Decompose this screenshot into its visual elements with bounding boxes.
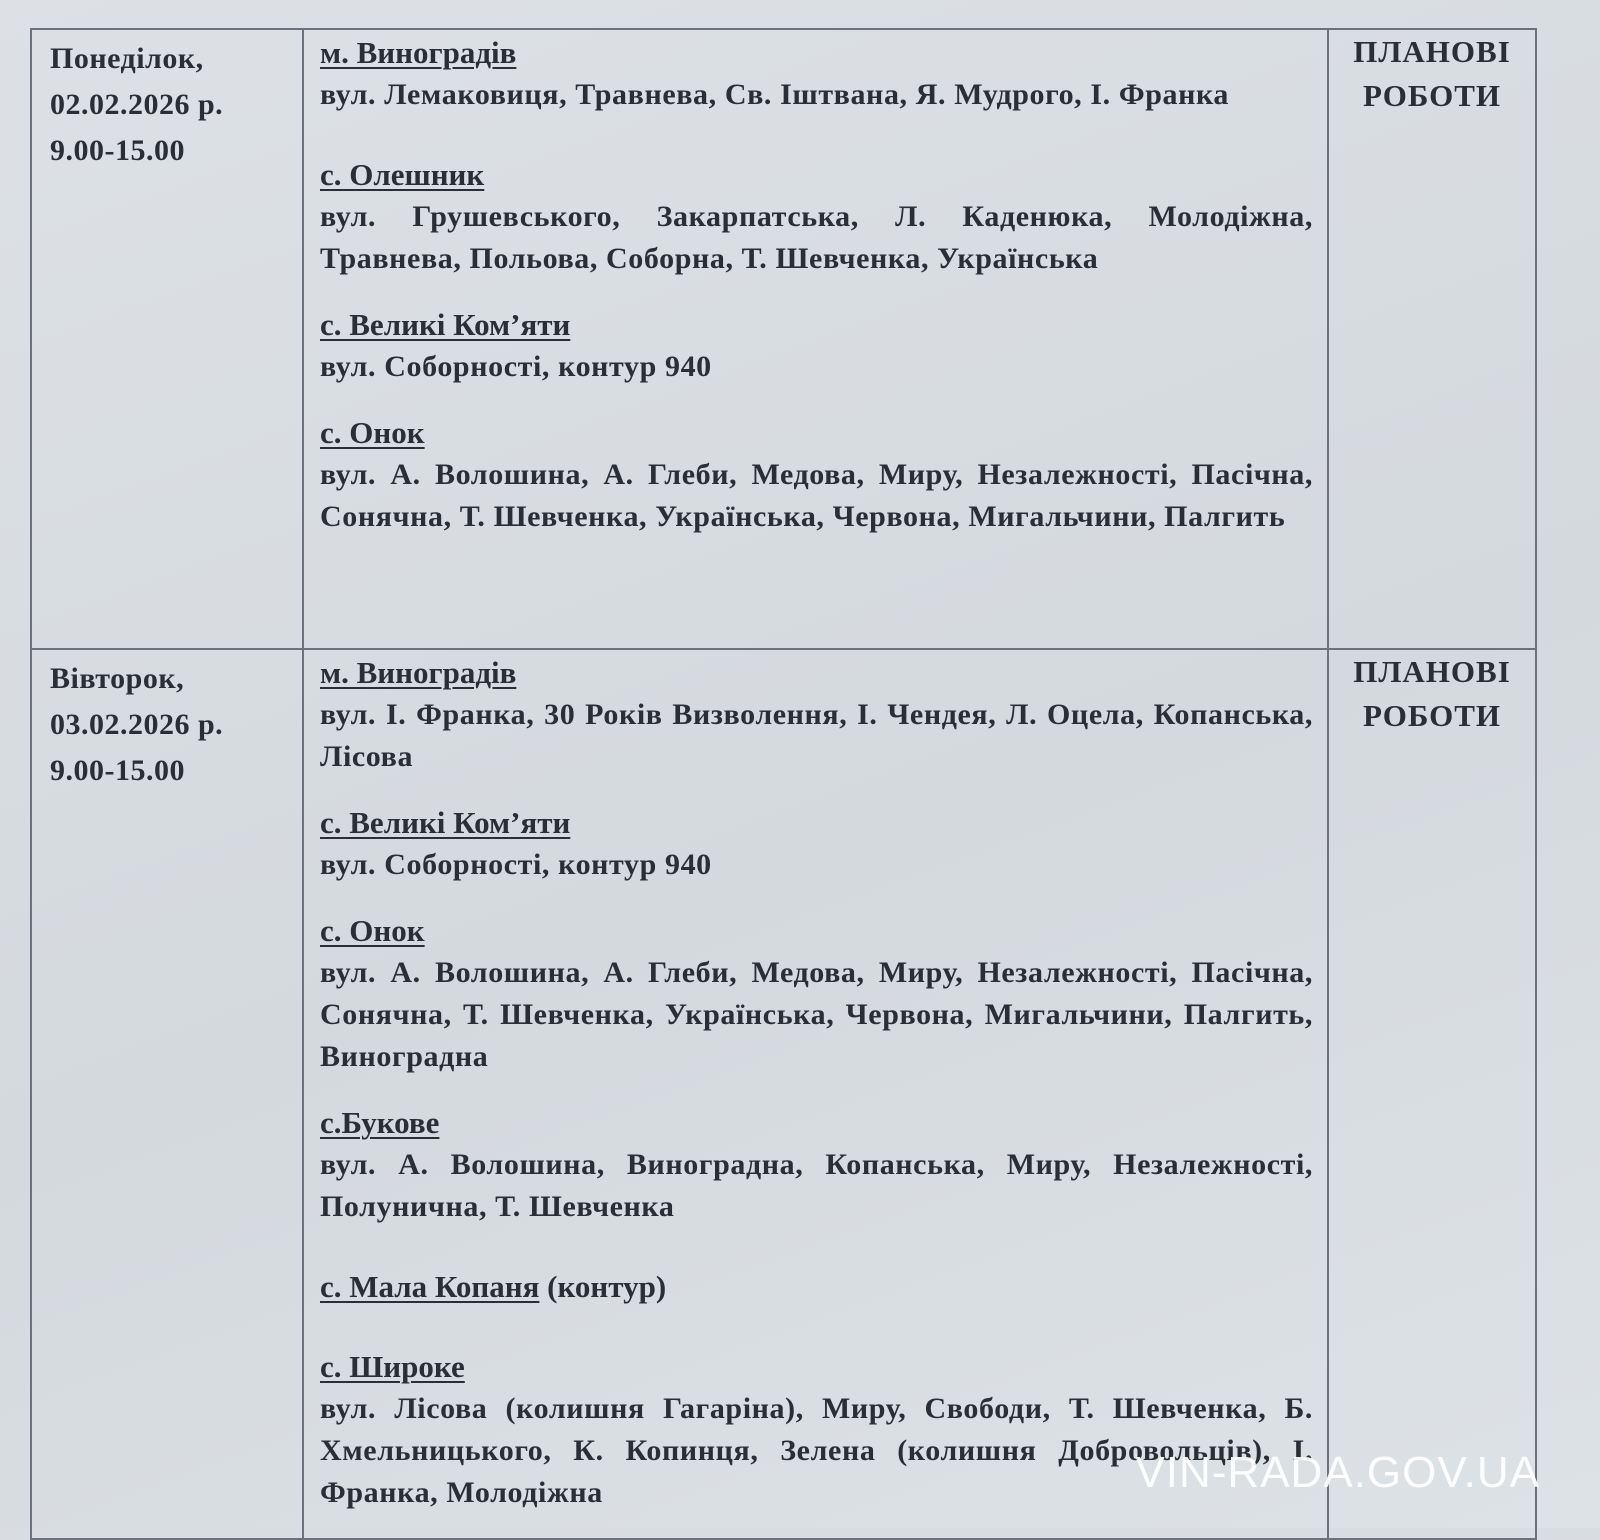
work-type-line: ПЛАНОВІ <box>1353 654 1511 689</box>
locality-name: с. Олешник <box>320 157 485 192</box>
outage-schedule-table <box>30 28 1537 1540</box>
street-list: вул. Лемаковиця, Травнева, Св. Іштвана, Я. Мудрого, І. Франка <box>320 78 1230 111</box>
date-value: 02.02.2026 р. <box>50 88 224 121</box>
work-type-line: ПЛАНОВІ <box>1353 34 1511 69</box>
locality-block <box>320 412 1313 538</box>
locality-name: м. Виноградів <box>320 35 517 70</box>
locality-name: с. Великі Ком’яти <box>320 307 571 342</box>
locality-name: м. Виноградів <box>320 655 517 690</box>
street-list: вул. Лісова (колишня Гагаріна), Миру, Свободи, Т. Шевченка, Б. Хмельницького, К. Копинця, Зелена (колишня Добровольців), І. Франка, Молодіжна <box>320 1392 1313 1509</box>
locality-block <box>320 304 1313 388</box>
locality-block <box>320 1102 1313 1228</box>
day-name: Вівторок, <box>50 662 185 695</box>
locality-note: (контур) <box>547 1269 667 1304</box>
time-range: 9.00-15.00 <box>50 754 185 787</box>
locality-block <box>320 154 1313 280</box>
addresses-cell <box>303 649 1328 1539</box>
locality-block <box>320 652 1313 778</box>
date-cell <box>31 29 303 649</box>
work-type-line: РОБОТИ <box>1362 698 1502 733</box>
date-value: 03.02.2026 р. <box>50 708 224 741</box>
locality-name: с. Мала Копаня <box>320 1269 540 1304</box>
locality-block <box>320 802 1313 886</box>
street-list: вул. Соборності, контур 940 <box>320 350 712 383</box>
street-list: вул. А. Волошина, А. Глеби, Медова, Миру, Незалежності, Пасічна, Сонячна, Т. Шевченка, Українська, Червона, Мигальчини, Палгить <box>320 458 1313 533</box>
street-list: вул. А. Волошина, Виноградна, Копанська, Миру, Незалежності, Полунична, Т. Шевченка <box>320 1148 1313 1223</box>
work-type-cell <box>1328 649 1536 1539</box>
locality-name: с. Онок <box>320 415 425 450</box>
street-list: вул. А. Волошина, А. Глеби, Медова, Миру, Незалежності, Пасічна, Сонячна, Т. Шевченка, Українська, Червона, Мигальчини, Палгить, Виноградна <box>320 956 1313 1073</box>
street-list: вул. Грушевського, Закарпатська, Л. Каденюка, Молодіжна, Травнева, Польова, Соборна, Т. Шевченка, Українська <box>320 200 1313 275</box>
locality-block <box>320 1266 1313 1308</box>
locality-name: с. Широке <box>320 1349 465 1384</box>
street-list: вул. Соборності, контур 940 <box>320 848 712 881</box>
locality-name: с.Букове <box>320 1105 440 1140</box>
addresses-cell <box>303 29 1328 649</box>
street-list: вул. І. Франка, 30 Років Визволення, І. Чендея, Л. Оцела, Копанська, Лісова <box>320 698 1313 773</box>
locality-name: с. Онок <box>320 913 425 948</box>
work-type-cell <box>1328 29 1536 649</box>
table-row-monday <box>31 29 1536 649</box>
locality-block <box>320 32 1313 116</box>
date-cell <box>31 649 303 1539</box>
site-watermark: VIN-RADA.GOV.UA <box>1135 1448 1540 1497</box>
locality-name: с. Великі Ком’яти <box>320 805 571 840</box>
time-range: 9.00-15.00 <box>50 134 185 167</box>
work-type-line: РОБОТИ <box>1362 78 1502 113</box>
table-row-tuesday <box>31 649 1536 1539</box>
locality-block <box>320 910 1313 1078</box>
day-name: Понеділок, <box>50 42 204 75</box>
